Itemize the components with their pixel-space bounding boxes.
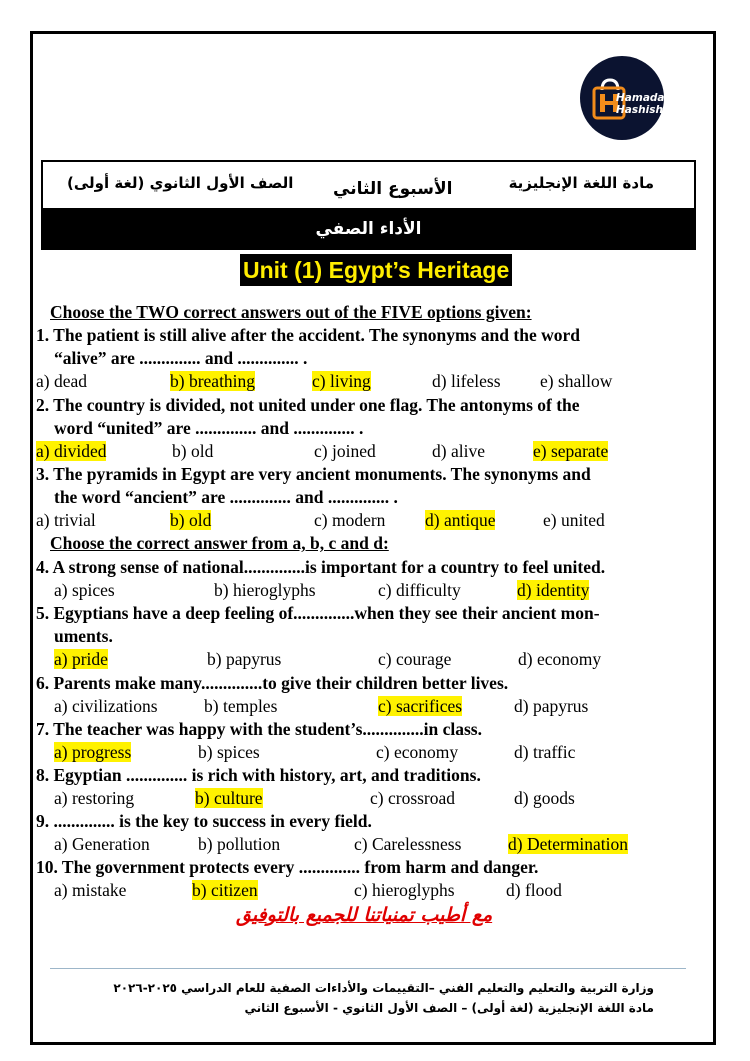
q10-option-b: b) citizen <box>192 880 258 900</box>
question-1-cont: “alive” are .............. and .............. . <box>54 348 308 368</box>
q3-option-b: b) old <box>170 510 212 530</box>
q3-option-d: d) antique <box>425 510 496 530</box>
q10-option-d: d) flood <box>506 880 562 900</box>
question-10: 10. The government protects every .............. from harm and danger. <box>36 857 539 877</box>
logo-line2: Hashish <box>616 104 663 116</box>
question-6: 6. Parents make many..............to give their children better lives. <box>36 673 509 693</box>
question-2-cont: word “united” are .............. and .............. . <box>54 418 364 438</box>
q7-option-d: d) traffic <box>514 742 576 762</box>
brand-logo <box>580 56 664 140</box>
subject-label: مادة اللغة الإنجليزية <box>508 174 654 192</box>
q8-option-b: b) culture <box>195 788 263 808</box>
q8-option-a: a) restoring <box>54 788 135 808</box>
q5-option-d: d) economy <box>518 649 602 669</box>
q8-option-d: d) goods <box>514 788 575 808</box>
question-3: 3. The pyramids in Egypt are very ancient monuments. The synonyms and <box>36 464 591 484</box>
question-7: 7. The teacher was happy with the student’s..............in class. <box>36 719 482 739</box>
unit-title: Unit (1) Egypt’s Heritage <box>240 254 512 286</box>
q3-option-c: c) modern <box>314 510 386 530</box>
question-3-cont: the word “ancient” are .............. and .............. . <box>54 487 398 507</box>
q2-option-b: b) old <box>172 441 214 461</box>
q4-option-b: b) hieroglyphs <box>214 580 316 600</box>
question-5-cont: uments. <box>54 626 113 646</box>
q9-option-b: b) pollution <box>198 834 281 854</box>
q10-option-a: a) mistake <box>54 880 127 900</box>
q4-option-a: a) spices <box>54 580 115 600</box>
q9-option-d: d) Determination <box>508 834 629 854</box>
q7-option-c: c) economy <box>376 742 459 762</box>
q2-option-d: d) alive <box>432 441 485 461</box>
q9-option-a: a) Generation <box>54 834 150 854</box>
q1-option-e: e) shallow <box>540 371 613 391</box>
q5-option-a: a) pride <box>54 649 108 669</box>
q2-option-e: e) separate <box>533 441 609 461</box>
q1-option-b: b) breathing <box>170 371 256 391</box>
footer-divider <box>50 968 686 969</box>
week-label: الأسبوع الثاني <box>333 179 453 199</box>
q6-option-b: b) temples <box>204 696 278 716</box>
q1-option-a: a) dead <box>36 371 88 391</box>
q1-option-c: c) living <box>312 371 371 391</box>
section-heading-two-answers: Choose the TWO correct answers out of the FIVE options given: <box>50 302 532 322</box>
question-4: 4. A strong sense of national..............is important for a country to feel united. <box>36 557 606 577</box>
q4-option-d: d) identity <box>517 580 590 600</box>
header-box <box>41 160 696 210</box>
closing-message: مع أطيب تمنياتنا للجميع بالتوفيق <box>236 904 493 926</box>
q1-option-d: d) lifeless <box>432 371 501 391</box>
q2-option-a: a) divided <box>36 441 107 461</box>
q6-option-c: c) sacrifices <box>378 696 463 716</box>
q8-option-c: c) crossroad <box>370 788 456 808</box>
q5-option-c: c) courage <box>378 649 452 669</box>
question-8: 8. Egyptian .............. is rich with history, art, and traditions. <box>36 765 481 785</box>
logo-line1: Hamada <box>616 92 665 104</box>
section-banner: الأداء الصفي <box>41 210 696 250</box>
q3-option-e: e) united <box>543 510 605 530</box>
q6-option-a: a) civilizations <box>54 696 158 716</box>
question-1: 1. The patient is still alive after the accident. The synonyms and the word <box>36 325 580 345</box>
grade-label: الصف الأول الثانوي (لغة أولى) <box>67 174 294 192</box>
q6-option-d: d) papyrus <box>514 696 589 716</box>
q3-option-a: a) trivial <box>36 510 96 530</box>
q7-option-b: b) spices <box>198 742 260 762</box>
question-2: 2. The country is divided, not united under one flag. The antonyms of the <box>36 395 580 415</box>
q4-option-c: c) difficulty <box>378 580 461 600</box>
q2-option-c: c) joined <box>314 441 376 461</box>
footer-line-2: مادة اللغة الإنجليزية (لغة أولى) – الصف الأول الثانوي - الأسبوع الثاني <box>244 1001 654 1015</box>
question-9: 9. .............. is the key to success in every field. <box>36 811 372 831</box>
footer-line-1: وزارة التربية والتعليم والتعليم الفني –التقييمات والأداءات الصفية للعام الدراسي ٢٠٢٥-٢٠٢٦ <box>113 981 654 995</box>
section-heading-single-answer: Choose the correct answer from a, b, c and d: <box>50 533 389 553</box>
q5-option-b: b) papyrus <box>207 649 282 669</box>
q9-option-c: c) Carelessness <box>354 834 462 854</box>
question-5: 5. Egyptians have a deep feeling of..............when they see their ancient mon- <box>36 603 600 623</box>
q10-option-c: c) hieroglyphs <box>354 880 455 900</box>
q7-option-a: a) progress <box>54 742 132 762</box>
